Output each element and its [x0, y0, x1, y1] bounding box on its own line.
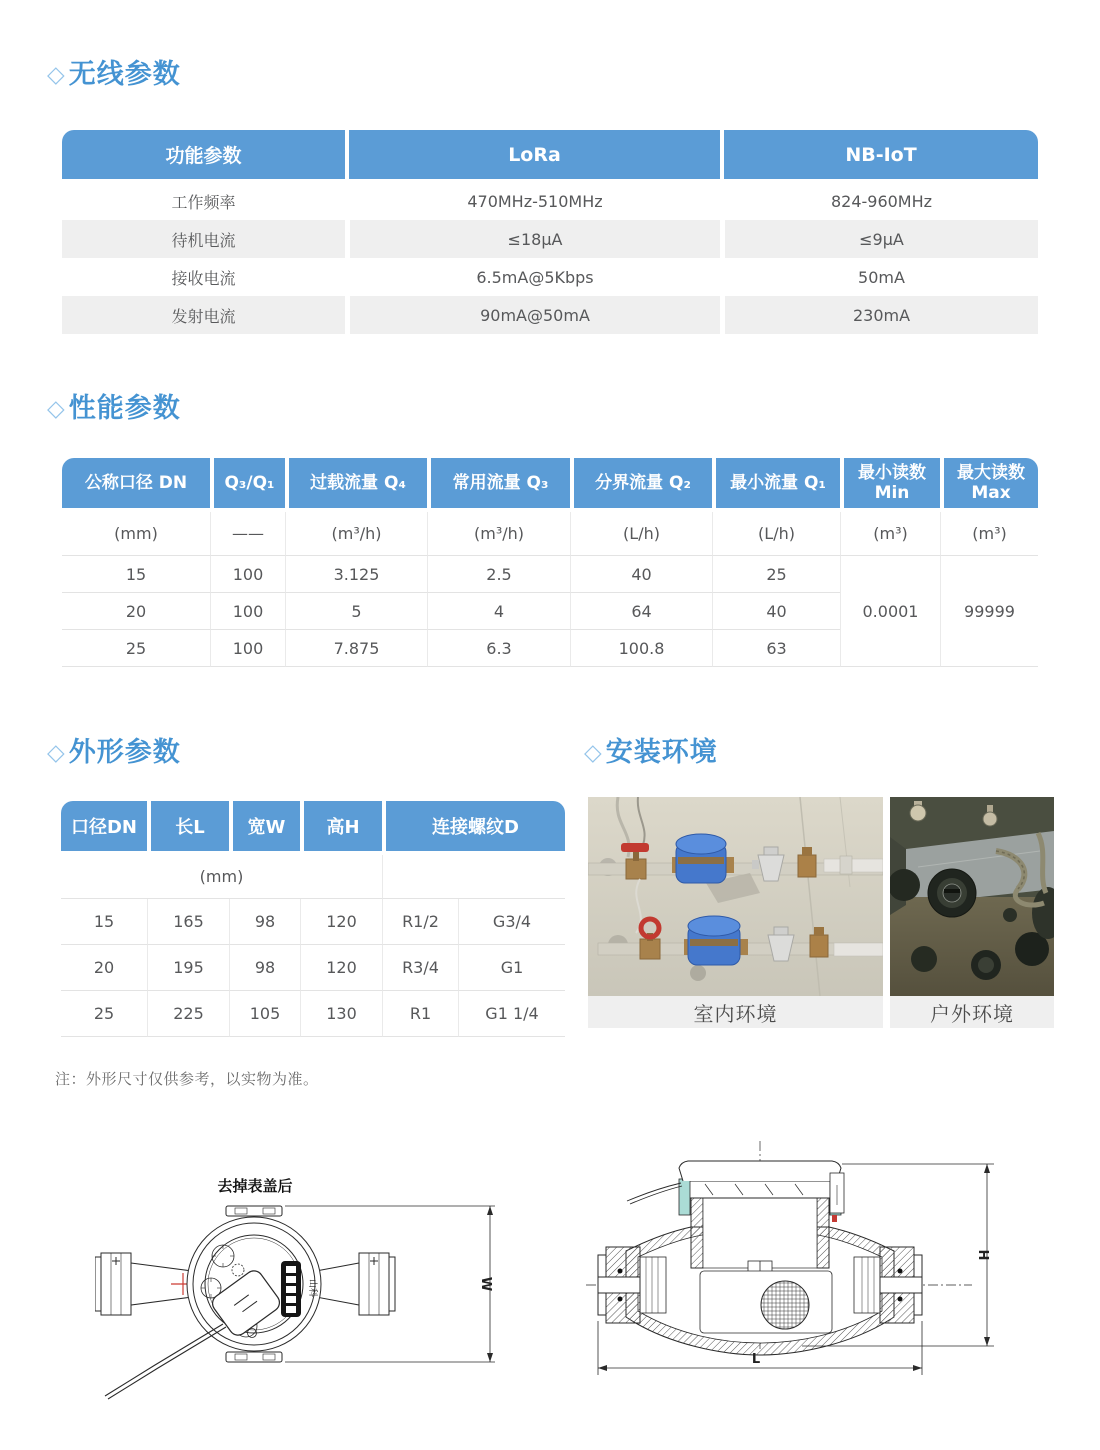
table-row [62, 182, 1038, 220]
wireless-table [62, 130, 1038, 334]
cell: 4 [427, 593, 570, 630]
cell: 98 [229, 899, 300, 945]
strainer [700, 1271, 832, 1333]
column-header: LoRa [345, 130, 720, 182]
cell: 2.5 [427, 556, 570, 593]
photo-caption: 户外环境 [890, 996, 1054, 1028]
cell: (L/h) [570, 512, 712, 556]
cell: ≤18μA [345, 220, 720, 258]
outdoor-photo [890, 797, 1054, 1028]
column-header: 过载流量 Q₄ [285, 458, 427, 512]
cell: 工作频率 [62, 182, 345, 220]
cell: —— [210, 512, 285, 556]
dimension-w-label: W [478, 1276, 493, 1292]
cell [382, 855, 565, 899]
column-header: NB-IoT [720, 130, 1038, 182]
cell: G3/4 [458, 899, 565, 945]
cell: ≤9μA [720, 220, 1038, 258]
cell: 40 [570, 556, 712, 593]
cell: 100 [210, 630, 285, 667]
cell: 100.8 [570, 630, 712, 667]
column-header: 长L [147, 801, 229, 855]
cell: 5 [285, 593, 427, 630]
cell: 6.3 [427, 630, 570, 667]
cell: G1 1/4 [458, 991, 565, 1037]
units-row [62, 512, 1038, 556]
table-row [61, 899, 565, 945]
performance-heading-text: 性能参数 [68, 393, 181, 424]
cell: 40 [712, 593, 840, 630]
diamond-icon: ◇ [47, 62, 66, 88]
cell: 90mA@50mA [345, 296, 720, 334]
cell: (m³/h) [285, 512, 427, 556]
column-header: 最大读数 Max [940, 458, 1038, 512]
cell: 100 [210, 556, 285, 593]
column-header: 公称口径 DN [62, 458, 210, 512]
cable [627, 1183, 681, 1201]
cell: 25 [61, 991, 147, 1037]
cell: 待机电流 [62, 220, 345, 258]
table-row [62, 556, 1038, 593]
diamond-icon: ◇ [584, 740, 603, 766]
cell: (mm) [61, 855, 382, 899]
left-hex-fitting [95, 1253, 131, 1315]
column-header: 分界流量 Q₂ [570, 458, 712, 512]
meter-section-view-drawing [580, 1135, 1010, 1380]
cell: (mm) [62, 512, 210, 556]
cell: 25 [712, 556, 840, 593]
cell: (L/h) [712, 512, 840, 556]
column-header: 宽W [229, 801, 300, 855]
dimension-l-label: L [751, 1352, 761, 1367]
right-connector [316, 1263, 359, 1305]
cell: 3.125 [285, 556, 427, 593]
dimensions-heading-text: 外形参数 [68, 737, 181, 768]
cell: 470MHz-510MHz [345, 182, 720, 220]
dimensions-table [61, 801, 565, 1037]
right-hex-fitting [854, 1247, 922, 1323]
cell: 225 [147, 991, 229, 1037]
installation-photos [588, 797, 1054, 1028]
meter-top-view-drawing [95, 1160, 495, 1400]
installation-section-heading [584, 735, 718, 771]
drawing-title: 去掉表盖后 [217, 1177, 293, 1195]
cell: 120 [300, 945, 382, 991]
red-seal-mark [832, 1215, 837, 1222]
column-header: 最小流量 Q₁ [712, 458, 840, 512]
cell: G1 [458, 945, 565, 991]
cell: R3/4 [382, 945, 458, 991]
wireless-section-heading [47, 57, 181, 93]
table-row [61, 991, 565, 1037]
max-reading-cell: 99999 [940, 556, 1038, 667]
dimension-h-label: H [975, 1249, 990, 1261]
cell: 230mA [720, 296, 1038, 334]
cell: 64 [570, 593, 712, 630]
cell: 824-960MHz [720, 182, 1038, 220]
left-hex-fitting [598, 1247, 666, 1323]
brand-text: 山科 [307, 1278, 317, 1298]
cell: 20 [62, 593, 210, 630]
column-header: 连接螺纹D [382, 801, 565, 855]
indoor-photo [588, 797, 883, 1028]
indoor-photo-image [588, 797, 883, 996]
cell: 165 [147, 899, 229, 945]
table-row [62, 220, 1038, 258]
cell: 130 [300, 991, 382, 1037]
cell: 25 [62, 630, 210, 667]
cell: 105 [229, 991, 300, 1037]
wireless-header-row [62, 130, 1038, 182]
cell: 63 [712, 630, 840, 667]
cell: 50mA [720, 258, 1038, 296]
cell: 发射电流 [62, 296, 345, 334]
table-row [62, 258, 1038, 296]
dimensions-section-heading [47, 735, 181, 771]
seal-left [679, 1179, 690, 1215]
cell: 接收电流 [62, 258, 345, 296]
cable [105, 1324, 223, 1396]
cell: R1/2 [382, 899, 458, 945]
installation-heading-text: 安装环境 [605, 737, 718, 768]
dimensions-header-row [61, 801, 565, 855]
table-row [61, 945, 565, 991]
units-row [61, 855, 565, 899]
column-header: Q₃/Q₁ [210, 458, 285, 512]
cell: 7.875 [285, 630, 427, 667]
cell: 195 [147, 945, 229, 991]
performance-header-row [62, 458, 1038, 512]
cell: 15 [61, 899, 147, 945]
cell: 15 [62, 556, 210, 593]
column-header: 常用流量 Q₃ [427, 458, 570, 512]
min-reading-cell: 0.0001 [840, 556, 940, 667]
cell: 120 [300, 899, 382, 945]
cell: 20 [61, 945, 147, 991]
diamond-icon: ◇ [47, 740, 66, 766]
cell: (m³) [940, 512, 1038, 556]
cell: R1 [382, 991, 458, 1037]
cell: (m³/h) [427, 512, 570, 556]
table-row [62, 296, 1038, 334]
cell: 100 [210, 593, 285, 630]
column-header: 高H [300, 801, 382, 855]
performance-table [62, 458, 1038, 667]
photo-caption: 室内环境 [588, 996, 883, 1028]
cell: 98 [229, 945, 300, 991]
register-cup [691, 1198, 829, 1275]
wireless-heading-text: 无线参数 [68, 59, 181, 90]
column-header: 功能参数 [62, 130, 345, 182]
outdoor-photo-image [890, 797, 1054, 996]
right-hex-fitting [359, 1253, 395, 1315]
diamond-icon: ◇ [47, 396, 66, 422]
performance-section-heading [47, 391, 181, 427]
column-header: 口径DN [61, 801, 147, 855]
footnote: 注：外形尺寸仅供参考，以实物为准。 [55, 1070, 319, 1088]
column-header: 最小读数 Min [840, 458, 940, 512]
cell: 6.5mA@5Kbps [345, 258, 720, 296]
cell: (m³) [840, 512, 940, 556]
